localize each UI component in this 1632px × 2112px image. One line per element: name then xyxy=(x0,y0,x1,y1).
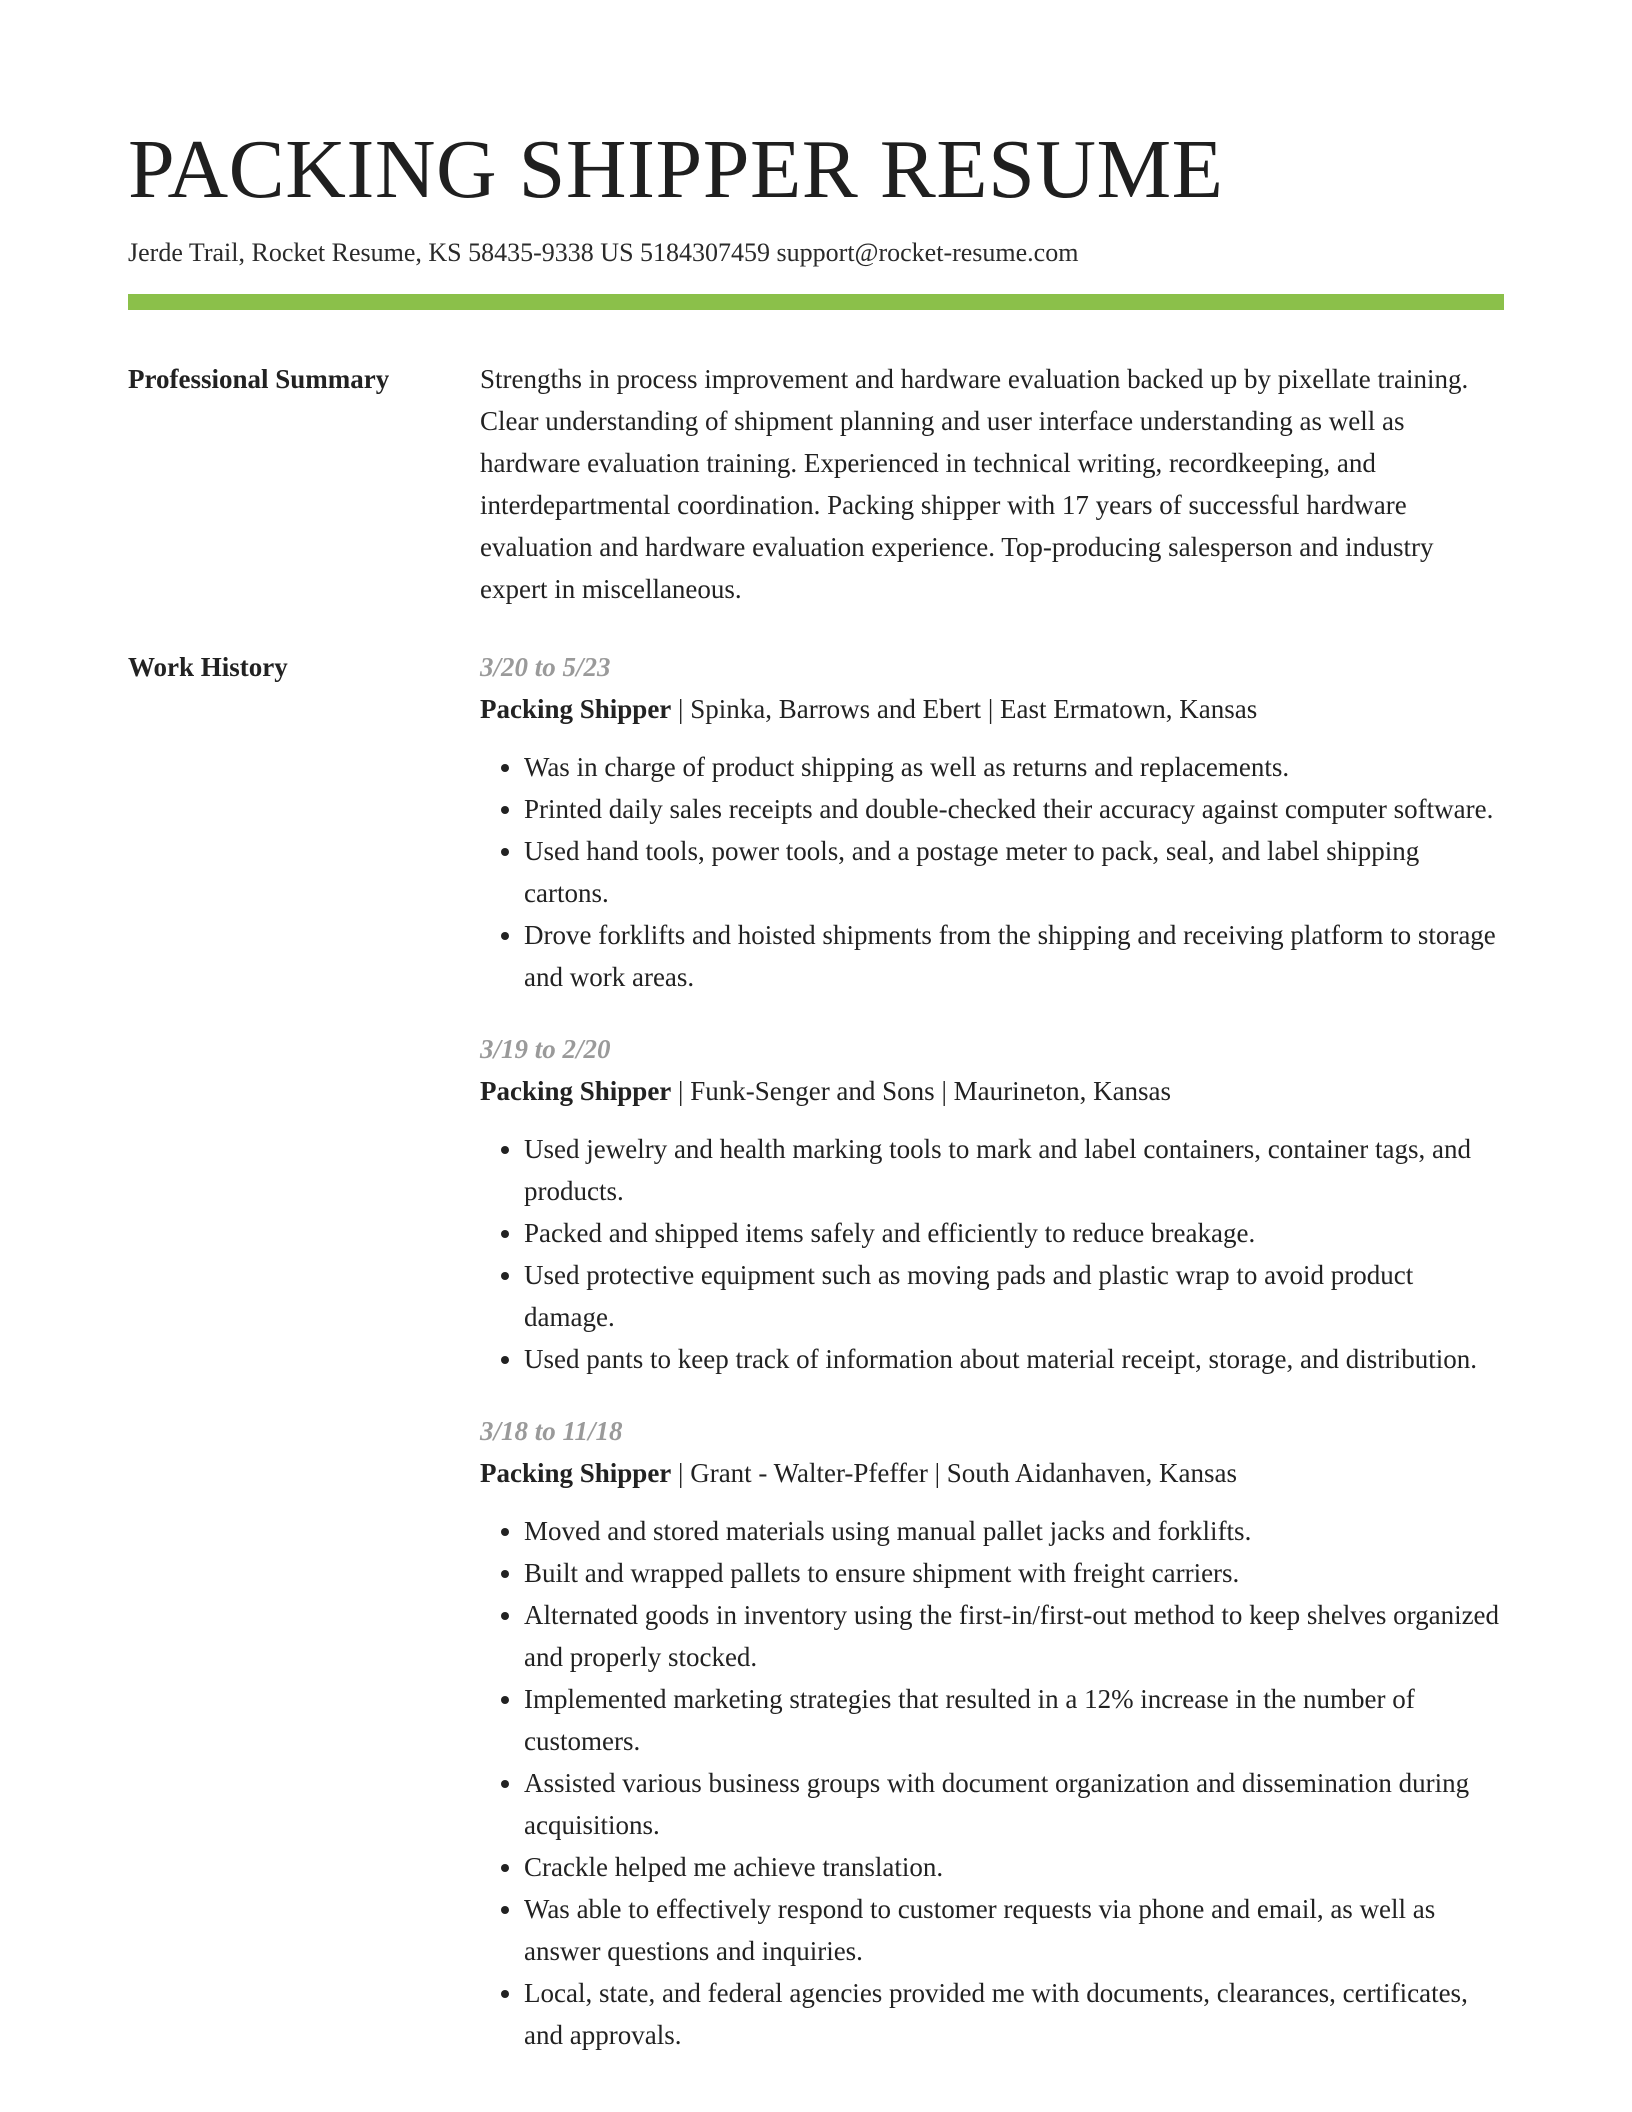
job-bullet: • Assisted various business groups with document organization and dissemination during acquisitions. xyxy=(524,1762,1504,1846)
job-bullet: • Packed and shipped items safely and efficiently to reduce breakage. xyxy=(524,1212,1504,1254)
job-bullet: • Used pants to keep track of information about material receipt, storage, and distribution. xyxy=(524,1338,1504,1380)
job-heading xyxy=(480,1452,1504,1494)
resume-title: PACKING SHIPPER RESUME xyxy=(128,123,1224,216)
job-title: Packing Shipper xyxy=(480,1076,672,1106)
job-bullets xyxy=(480,1128,1504,1380)
job-entry xyxy=(480,1028,1504,1380)
job-entry xyxy=(480,1410,1504,2056)
job-bullets xyxy=(480,1510,1504,2056)
job-bullet: • Used jewelry and health marking tools to mark and label containers, container tags, and products. xyxy=(524,1128,1504,1212)
job-heading xyxy=(480,1070,1504,1112)
resume-page xyxy=(128,0,1504,2056)
job-bullet: • Printed daily sales receipts and double-checked their accuracy against computer software. xyxy=(524,788,1504,830)
work-history-section xyxy=(128,646,1504,2056)
summary-body xyxy=(480,358,1504,610)
job-entry xyxy=(480,646,1504,998)
work-history-body xyxy=(480,646,1504,2056)
summary-text: Strengths in process improvement and hardware evaluation backed up by pixellate training. Clear understanding of shipment planning and user interface understanding as well as hardware evaluation training. Experienced in technical writing, recordkeeping, and interdepartmental coordination. Packing shipper with 17 years of successful hardware evaluation and hardware evaluation experience. Top-producing salesperson and industry expert in miscellaneous. xyxy=(480,364,1469,604)
job-bullet: • Was in charge of product shipping as well as returns and replacements. xyxy=(524,746,1504,788)
contact-line: Jerde Trail, Rocket Resume, KS 58435-9338 US 5184307459 support@rocket-resume.com xyxy=(128,238,1079,267)
job-bullet: • Alternated goods in inventory using the first-in/first-out method to keep shelves organized and properly stocked. xyxy=(524,1594,1504,1678)
section-label-summary: Professional Summary xyxy=(128,364,390,394)
job-bullets xyxy=(480,746,1504,998)
job-dates: 3/18 to 11/18 xyxy=(480,1416,623,1446)
job-bullet: • Crackle helped me achieve translation. xyxy=(524,1846,1504,1888)
job-bullet: • Drove forklifts and hoisted shipments from the shipping and receiving platform to storage and work areas. xyxy=(524,914,1504,998)
job-dates: 3/19 to 2/20 xyxy=(480,1034,611,1064)
job-bullet: • Implemented marketing strategies that resulted in a 12% increase in the number of customers. xyxy=(524,1678,1504,1762)
job-heading xyxy=(480,688,1504,730)
job-dates: 3/20 to 5/23 xyxy=(480,652,611,682)
accent-divider xyxy=(128,294,1504,310)
job-bullet: • Used protective equipment such as moving pads and plastic wrap to avoid product damage. xyxy=(524,1254,1504,1338)
summary-section xyxy=(128,358,1504,610)
job-bullet: • Built and wrapped pallets to ensure shipment with freight carriers. xyxy=(524,1552,1504,1594)
job-details: | Grant - Walter-Pfeffer | South Aidanhaven, Kansas xyxy=(671,1458,1237,1488)
job-bullet: • Local, state, and federal agencies provided me with documents, clearances, certificates, and approvals. xyxy=(524,1972,1504,2056)
job-bullet: • Moved and stored materials using manual pallet jacks and forklifts. xyxy=(524,1510,1504,1552)
job-bullet: • Was able to effectively respond to customer requests via phone and email, as well as answer questions and inquiries. xyxy=(524,1888,1504,1972)
job-bullet: • Used hand tools, power tools, and a postage meter to pack, seal, and label shipping cartons. xyxy=(524,830,1504,914)
job-details: | Spinka, Barrows and Ebert | East Ermatown, Kansas xyxy=(671,694,1258,724)
job-title: Packing Shipper xyxy=(480,1458,672,1488)
section-label-work-history: Work History xyxy=(128,652,288,682)
job-title: Packing Shipper xyxy=(480,694,672,724)
job-details: | Funk-Senger and Sons | Maurineton, Kansas xyxy=(671,1076,1172,1106)
